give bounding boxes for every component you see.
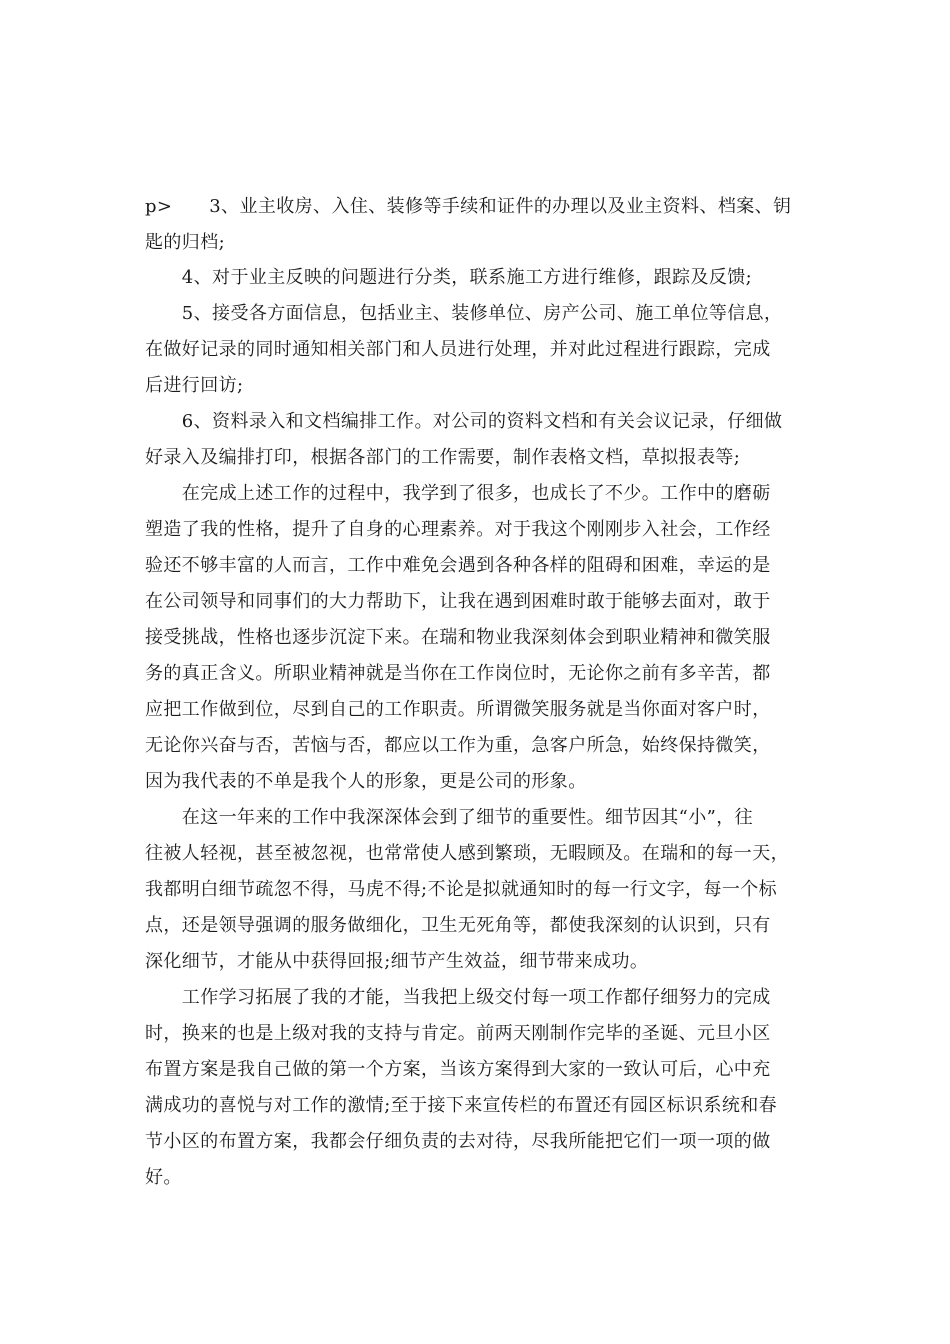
text-line: 6、资料录入和文档编排工作。对公司的资料文档和有关会议记录，仔细做 [145,411,783,432]
text-line: 节小区的布置方案，我都会仔细负责的去对待，尽我所能把它们一项一项的做 [145,1131,771,1152]
text-line: 在做好记录的同时通知相关部门和人员进行处理，并对此过程进行跟踪，完成 [145,339,771,360]
text-line: 在公司领导和同事们的大力帮助下，让我在遇到困难时敢于能够去面对，敢于 [145,591,771,612]
text-line: 在这一年来的工作中我深深体会到了细节的重要性。细节因其“小”，往 [145,807,754,828]
text-line: 验还不够丰富的人而言，工作中难免会遇到各种各样的阻碍和困难，幸运的是 [145,555,771,576]
text-line: 布置方案是我自己做的第一个方案，当该方案得到大家的一致认可后，心中充 [145,1059,771,1080]
text-line: 后进行回访; [145,375,244,396]
text-line: 我都明白细节疏忽不得，马虎不得;不论是拟就通知时的每一行文字，每一个标 [145,879,778,900]
text-line: 时，换来的也是上级对我的支持与肯定。前两天刚制作完毕的圣诞、元旦小区 [145,1023,771,1044]
text-line: 深化细节，才能从中获得回报;细节产生效益，细节带来成功。 [145,951,649,972]
text-line: 好。 [145,1167,182,1188]
text-line: 工作学习拓展了我的才能，当我把上级交付每一项工作都仔细努力的完成 [145,987,771,1008]
text-line: 在完成上述工作的过程中，我学到了很多，也成长了不少。工作中的磨砺 [145,483,771,504]
text-line: 塑造了我的性格，提升了自身的心理素养。对于我这个刚刚步入社会，工作经 [145,519,771,540]
text-line: 点，还是领导强调的服务做细化，卫生无死角等，都使我深刻的认识到，只有 [145,915,771,936]
text-line: 无论你兴奋与否，苦恼与否，都应以工作为重，急客户所急，始终保持微笑， [145,735,771,756]
text-line: 因为我代表的不单是我个人的形象，更是公司的形象。 [145,771,587,792]
text-line: 匙的归档; [145,232,226,253]
text-line: 5、接受各方面信息，包括业主、装修单位、房产公司、施工单位等信息， [145,303,783,324]
text-line: 应把工作做到位，尽到自己的工作职责。所谓微笑服务就是当你面对客户时， [145,699,771,720]
text-line: 往被人轻视，甚至被忽视，也常常使人感到繁琐，无暇顾及。在瑞和的每一天， [145,843,789,864]
text-line: 接受挑战，性格也逐步沉淀下来。在瑞和物业我深刻体会到职业精神和微笑服 [145,627,771,648]
text-line: 务的真正含义。所职业精神就是当你在工作岗位时，无论你之前有多辛苦，都 [145,663,771,684]
text-line: 满成功的喜悦与对工作的激情;至于接下来宣传栏的布置还有园区标识系统和春 [145,1095,778,1116]
text-line: 好录入及编排打印，根据各部门的工作需要，制作表格文档，草拟报表等; [145,447,741,468]
text-line: 4、对于业主反映的问题进行分类，联系施工方进行维修，跟踪及反馈; [145,267,753,288]
text-line: p> 3、业主收房、入住、装修等手续和证件的办理以及业主资料、档案、钥 [145,196,792,217]
